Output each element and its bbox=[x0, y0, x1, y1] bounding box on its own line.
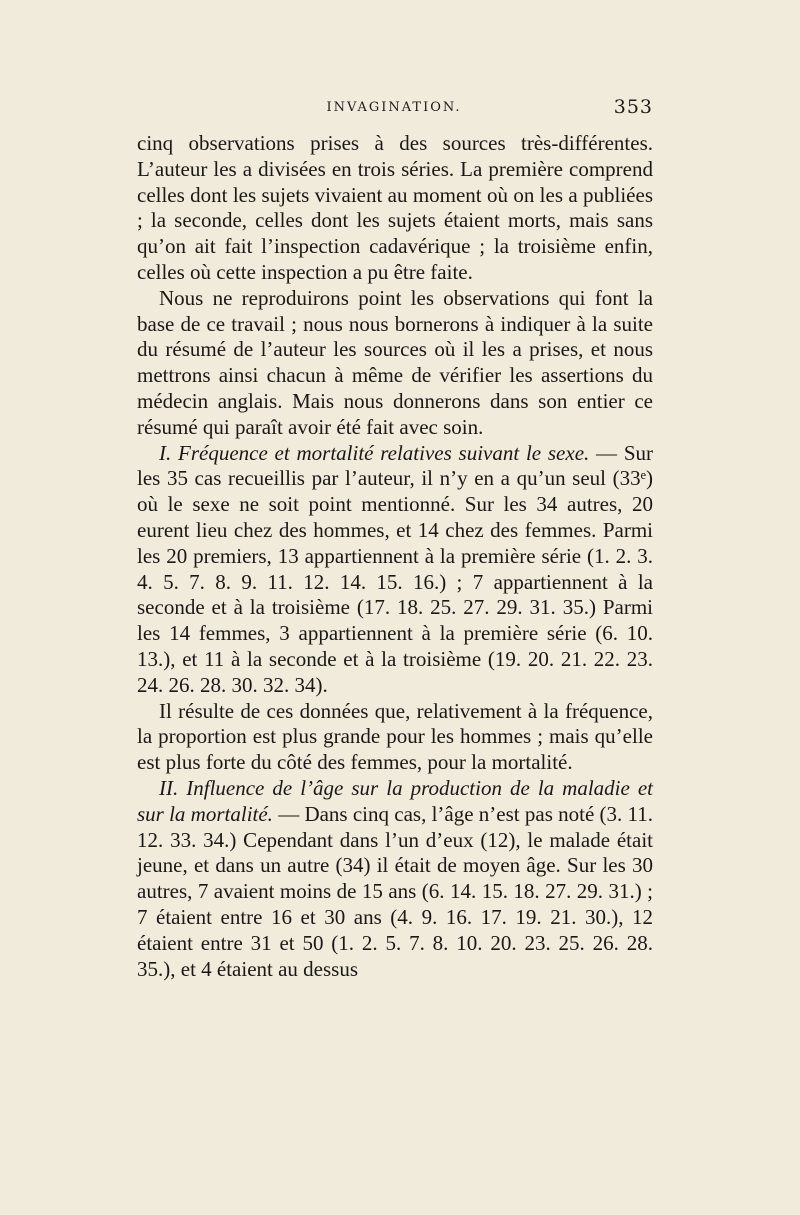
paragraph-text: cinq observations prises à des sources très-différentes. L’auteur les a divisées en trois séries. La première comprend celles dont les sujets vivaient au moment où on les a publiées ; la seconde, celles dont les sujets étaient morts, mais sans qu’on ait fait l’inspection cadavérique ; la troisième enfin, celles où cette inspection a pu être faite. bbox=[137, 131, 653, 284]
paragraph bbox=[137, 286, 653, 441]
section-heading: II. Influence de l’âge sur la production de la maladie et sur la mortalité. bbox=[137, 775, 653, 826]
paragraph bbox=[137, 776, 653, 982]
body-text bbox=[137, 131, 653, 982]
running-title: INVAGINATION. bbox=[326, 100, 462, 115]
paragraph-text: Nous ne reproduirons point les observations qui font la base de ce travail ; nous nous bornerons à indiquer à la suite du résumé de l’auteur les sources où il les a prises, et nous mettrons ainsi chacun à même de vérifier les assertions du médecin anglais. Mais nous donnerons dans son entier ce résumé qui paraît avoir été fait avec soin. bbox=[137, 285, 653, 439]
section-heading: I. Fréquence et mortalité relatives suivant le sexe. bbox=[159, 440, 590, 465]
paragraph-text: — Dans cinq cas, l’âge n’est pas noté (3. 11. 12. 33. 34.) Cependant dans l’un d’eux (12), le malade était jeune, et dans un autre (34) il était de moyen âge. Sur les 30 autres, 7 avaient moins de 15 ans (6. 14. 15. 18. 27. 29. 31.) ; 7 étaient entre 16 et 30 ans (4. 9. 16. 17. 19. 21. 30.), 12 étaient entre 31 et 50 (1. 2. 5. 7. 8. 10. 20. 23. 25. 26. 28. 35.), et 4 étaient au dessus bbox=[137, 801, 653, 981]
paragraph bbox=[137, 131, 653, 286]
paragraph-text: Il résulte de ces données que, relativement à la fréquence, la proportion est plus grande pour les hommes ; mais qu’elle est plus forte du côté des femmes, pour la mortalité. bbox=[137, 698, 653, 775]
running-head bbox=[135, 96, 653, 122]
paragraph bbox=[137, 441, 653, 699]
paragraph-text: — Sur les 35 cas recueillis par l’auteur, il n’y en a qu’un seul (33ᵉ) où le sexe ne soit point mentionné. Sur les 34 autres, 20 eurent lieu chez des hommes, et 14 chez des femmes. Parmi les 20 premiers, 13 appartiennent à la première série (1. 2. 3. 4. 5. 7. 8. 9. 11. 12. 14. 15. 16.) ; 7 appartiennent à la seconde et à la troisième (17. 18. 25. 27. 29. 31. 35.) Parmi les 14 femmes, 3 appartiennent à la première série (6. 10. 13.), et 11 à la seconde et à la troisième (19. 20. 21. 22. 23. 24. 26. 28. 30. 32. 34). bbox=[137, 440, 653, 697]
page-number: 353 bbox=[613, 96, 653, 118]
paragraph bbox=[137, 699, 653, 776]
